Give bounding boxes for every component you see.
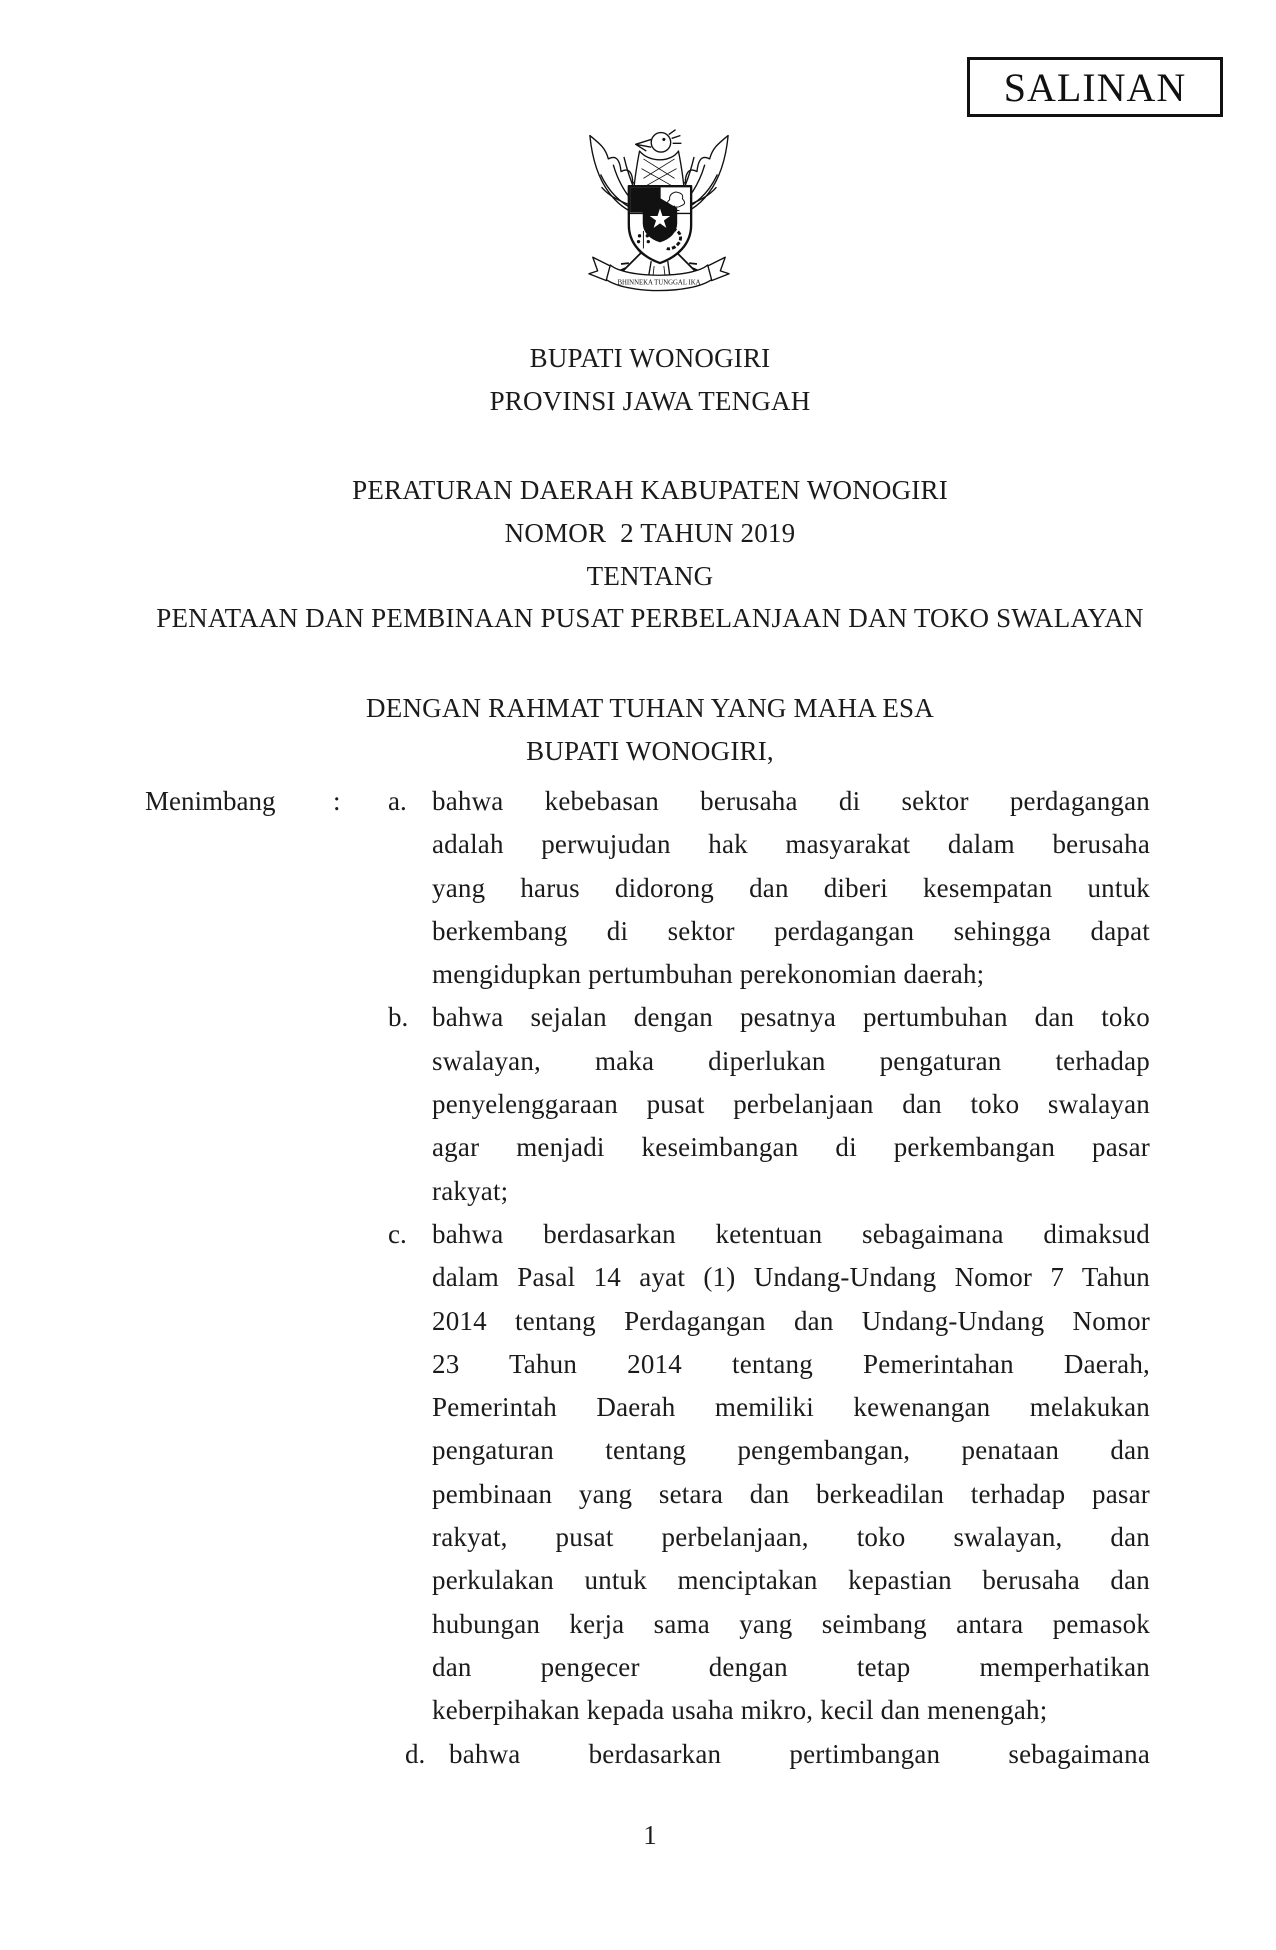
eagle-head [636,130,682,152]
text-line: pembinaan yang setara dan berkeadilan terhadap pasar [432,1478,1150,1509]
list-marker-c: c. [388,1218,407,1249]
text-line: dan pengecer dengan tetap memperhatikan [432,1651,1150,1682]
item-c-lines [432,1213,1150,1733]
text-line: perkulakan untuk menciptakan kepastian berusaha dan [432,1565,1150,1596]
text-line: pengaturan tentang pengembangan, penataan dan [432,1435,1150,1466]
text-line: penyelenggaraan pusat perbelanjaan dan toko swalayan [432,1089,1150,1120]
text-line: swalayan, maka diperlukan pengaturan terhadap [432,1045,1150,1076]
text-line: hubungan kerja sama yang seimbang antara pemasok [432,1608,1150,1639]
text-line: bahwa berdasarkan ketentuan sebagaimana dimaksud [432,1218,1150,1249]
motto-text: BHINNEKA TUNGGAL IKA [617,279,701,287]
considering-item-b [388,996,1150,1212]
text-line: dalam Pasal 14 ayat (1) Undang-Undang Nomor 7 Tahun [432,1262,1150,1293]
regulation-title: PERATURAN DAERAH KABUPATEN WONOGIRI [352,475,948,505]
text-line: 23 Tahun 2014 tentang Pemerintahan Daerah, [432,1348,1150,1379]
star-shield [643,199,676,242]
text-line: 2014 tentang Perdagangan dan Undang-Undang Nomor [432,1305,1150,1336]
considering-item-c [388,1213,1150,1733]
province-heading: PROVINSI JAWA TENGAH [489,386,811,416]
text-line: rakyat; [432,1175,509,1206]
issuer-line: BUPATI WONOGIRI, [526,736,774,766]
text-line: agar menjadi keseimbangan di perkembangan pasar [432,1132,1150,1163]
text-line: bahwa sejalan dengan pesatnya pertumbuhan dan toko [432,1002,1150,1033]
considering-colon: : [333,786,341,816]
regulation-subject: PENATAAN DAN PEMBINAAN PUSAT PERBELANJAAN DAN TOKO SWALAYAN [156,603,1144,633]
text-line: keberpihakan kepada usaha mikro, kecil dan menengah; [432,1695,1048,1726]
text-line: mengidupkan pertumbuhan perekonomian daerah; [432,959,985,990]
salinan-stamp-label: SALINAN [1003,64,1187,110]
text-line: rakyat, pusat perbelanjaan, toko swalayan, dan [432,1522,1150,1553]
regulation-number: NOMOR 2 TAHUN 2019 [504,518,796,548]
considering-label: Menimbang [145,786,276,816]
considering-items [388,780,1150,1776]
item-b-lines [432,996,1150,1212]
text-line: bahwa berdasarkan pertimbangan sebagaimana [449,1738,1150,1769]
text-line: yang harus didorong dan diberi kesempatan untuk [432,872,1150,903]
salinan-stamp [967,57,1223,117]
page-number: 1 [643,1820,657,1850]
office-heading: BUPATI WONOGIRI [529,343,771,373]
pancasila-shield [629,186,691,263]
garuda-pancasila-emblem [573,118,745,308]
list-marker-b: b. [388,1002,409,1033]
list-marker-d: d. [405,1738,426,1769]
considering-item-d [388,1733,1150,1776]
text-line: Pemerintah Daerah memiliki kewenangan melakukan [432,1392,1150,1423]
grace-line: DENGAN RAHMAT TUHAN YANG MAHA ESA [366,693,934,723]
text-line: adalah perwujudan hak masyarakat dalam berusaha [432,829,1150,860]
list-marker-a: a. [388,786,407,816]
about-label: TENTANG [586,561,714,591]
text-line: berkembang di sektor perdagangan sehingga dapat [432,915,1150,946]
considering-item-a [388,780,1150,996]
garuda-pancasila-icon [573,118,745,303]
item-a-lines [432,780,1150,996]
item-d-lines [449,1733,1150,1776]
text-line: bahwa kebebasan berusaha di sektor perdagangan [432,786,1150,816]
